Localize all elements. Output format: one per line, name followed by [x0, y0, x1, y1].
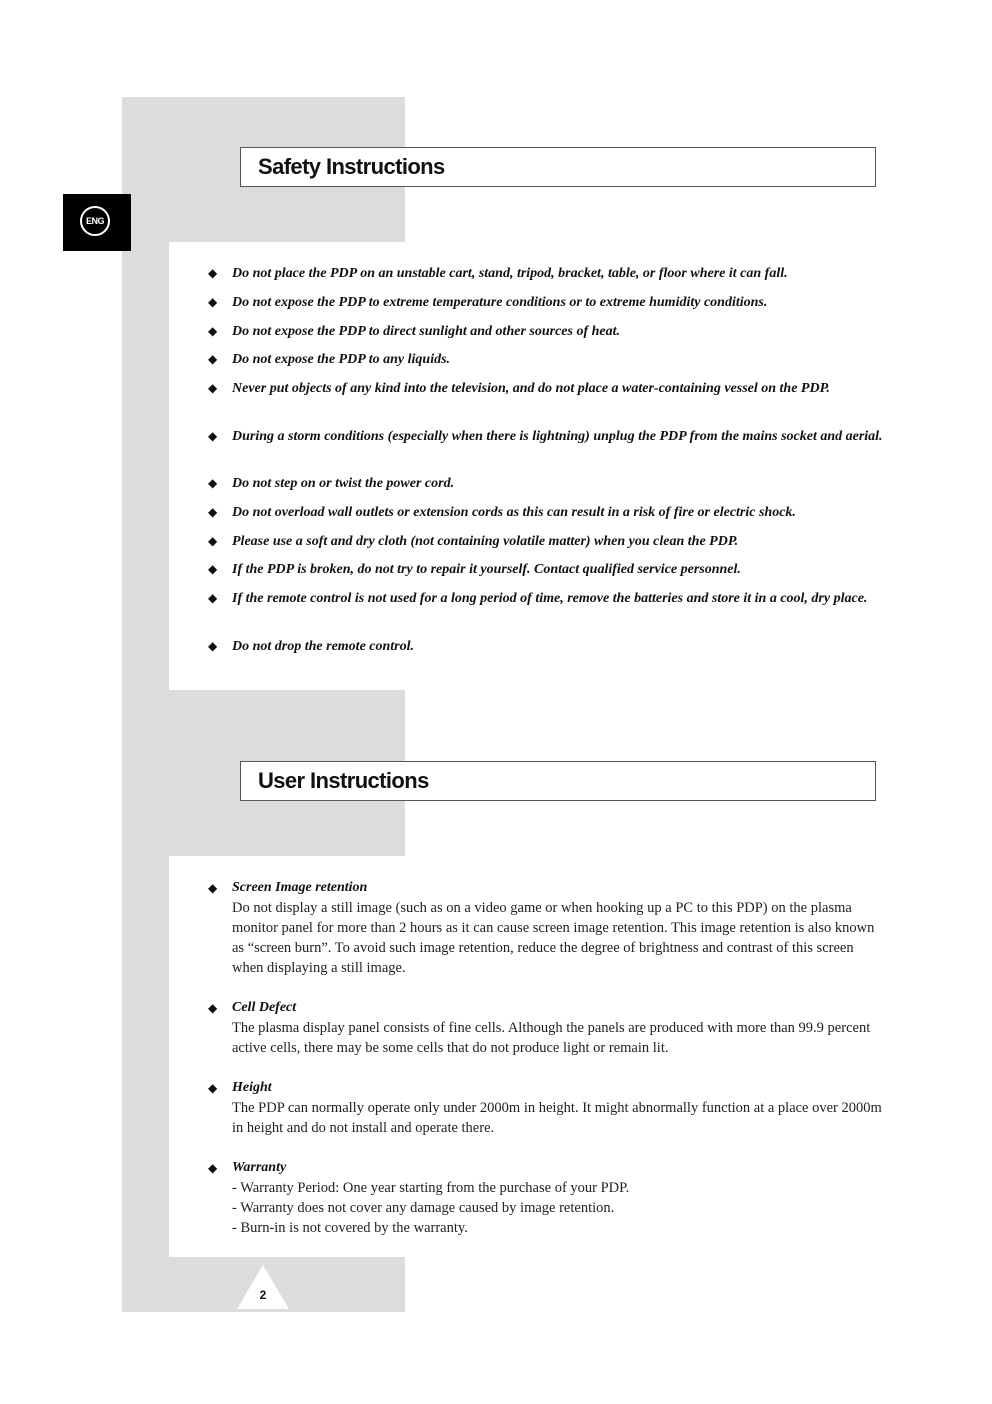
user-item: [208, 878, 888, 978]
safety-item-text: If the PDP is broken, do not try to repair it yourself. Contact qualified service personnel.: [232, 562, 741, 577]
user-item: [208, 998, 888, 1058]
safety-item: [208, 560, 888, 579]
safety-item-text: Do not expose the PDP to direct sunlight and other sources of heat.: [232, 324, 621, 339]
user-item-title: Height: [232, 1080, 272, 1095]
safety-item: [208, 503, 888, 522]
bullet-diamond-icon: ◆: [208, 1081, 218, 1095]
user-item-title: Screen Image retention: [232, 880, 368, 895]
safety-item-text: Do not place the PDP on an unstable cart, stand, tripod, bracket, table, or floor where it can fall.: [232, 266, 788, 281]
safety-item: [208, 379, 888, 398]
safety-item-text: Do not expose the PDP to extreme temperature conditions or to extreme humidity conditions.: [232, 295, 768, 310]
safety-item-text: Do not step on or twist the power cord.: [232, 476, 455, 491]
bullet-diamond-icon: ◆: [208, 591, 218, 605]
bullet-diamond-icon: ◆: [208, 505, 218, 519]
bullet-diamond-icon: ◆: [208, 324, 218, 338]
language-badge: ENG: [80, 206, 110, 236]
bullet-diamond-icon: ◆: [208, 1161, 218, 1175]
safety-item-text: Do not overload wall outlets or extension cords as this can result in a risk of fire or electric shock.: [232, 505, 796, 520]
safety-item-text: During a storm conditions (especially when there is lightning) unplug the PDP from the mains socket and aerial.: [232, 429, 883, 444]
bullet-diamond-icon: ◆: [208, 881, 218, 895]
safety-item-text: Please use a soft and dry cloth (not containing volatile matter) when you clean the PDP.: [232, 534, 739, 549]
user-item: [208, 1078, 888, 1138]
safety-item: [208, 589, 888, 608]
safety-item: [208, 532, 888, 551]
warranty-item: [208, 1158, 888, 1238]
bullet-diamond-icon: ◆: [208, 429, 218, 443]
safety-title: Safety Instructions: [258, 154, 445, 179]
safety-item-text: If the remote control is not used for a long period of time, remove the batteries and store it in a cool, dry place.: [232, 591, 868, 606]
warranty-line: - Warranty does not cover any damage caused by image retention.: [232, 1200, 615, 1216]
user-title: User Instructions: [258, 768, 429, 793]
safety-item-text: Do not drop the remote control.: [232, 639, 415, 654]
user-item-text: Do not display a still image (such as on a video game or when hooking up a PC to this PDP) on the plasma monitor panel for more than 2 hours as it can cause screen image retention. This image retention is also known as “screen burn”. To avoid such image retention, reduce the degree of brightness and contrast of this screen when displaying a still image.: [232, 900, 875, 976]
warranty-line: - Warranty Period: One year starting from the purchase of your PDP.: [232, 1180, 630, 1196]
safety-item: [208, 293, 888, 312]
page-number-triangle: [237, 1265, 289, 1309]
safety-item-text: Never put objects of any kind into the television, and do not place a water-containing vessel on the PDP.: [232, 381, 830, 396]
bullet-diamond-icon: ◆: [208, 476, 218, 490]
bullet-diamond-icon: ◆: [208, 562, 218, 576]
warranty-line: - Burn-in is not covered by the warranty.: [232, 1220, 468, 1236]
bullet-diamond-icon: ◆: [208, 266, 218, 280]
bullet-diamond-icon: ◆: [208, 352, 218, 366]
bullet-diamond-icon: ◆: [208, 381, 218, 395]
user-section-header: [240, 761, 876, 801]
bullet-diamond-icon: ◆: [208, 534, 218, 548]
warranty-title: Warranty: [232, 1160, 287, 1175]
safety-item: [208, 264, 888, 283]
bullet-diamond-icon: ◆: [208, 295, 218, 309]
safety-item: [208, 474, 888, 493]
safety-item: [208, 637, 888, 656]
safety-item-text: Do not expose the PDP to any liquids.: [232, 352, 451, 367]
safety-item: [208, 427, 888, 446]
page-number: 2: [259, 1288, 267, 1302]
safety-item: [208, 350, 888, 369]
safety-item: [208, 322, 888, 341]
safety-section-header: [240, 147, 876, 187]
language-tab: [63, 194, 131, 251]
user-item-text: The PDP can normally operate only under 2000m in height. It might abnormally function at a place over 2000m in height and do not install and operate there.: [232, 1100, 882, 1136]
user-item-title: Cell Defect: [232, 1000, 297, 1015]
bullet-diamond-icon: ◆: [208, 639, 218, 653]
bullet-diamond-icon: ◆: [208, 1001, 218, 1015]
user-item-text: The plasma display panel consists of fine cells. Although the panels are produced with more than 99.9 percent active cells, there may be some cells that do not produce light or remain lit.: [232, 1020, 871, 1056]
